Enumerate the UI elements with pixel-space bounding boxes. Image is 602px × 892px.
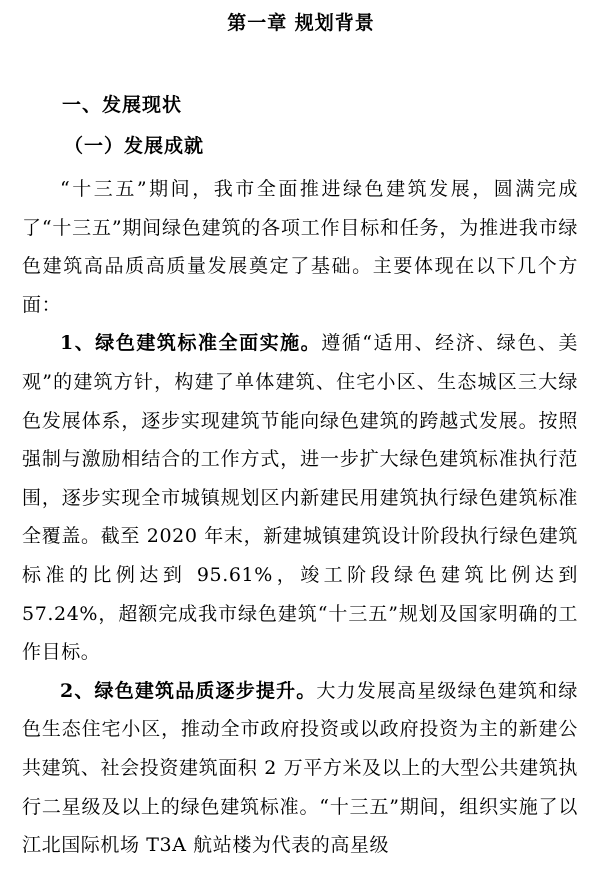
paragraph-text: 大力发展高星级绿色建筑和绿色生态住宅小区，推动全市政府投资或以政府投资为主的新建公共建筑、社会投资建筑面积 2 万平方米及以上的大型公共建筑执行二星级及以上的绿色建筑标准。“十三五”期间，组织实施了以江北国际机场 T3A 航站楼为代表的高星级 (22, 679, 578, 857)
chapter-title: 第一章 规划背景 (227, 12, 375, 34)
section-heading: 一、发展现状 (62, 94, 183, 116)
paragraph-text: 遵循“适用、经济、绿色、美观”的建筑方针，构建了单体建筑、住宅小区、生态城区三大绿色发展体系，逐步实现建筑节能向绿色建筑的跨越式发展。按照强制与激励相结合的工作方式，进一步扩大绿色建筑标准执行范围，逐步实现全市城镇规划区内新建民用建筑执行绿色建筑标准全覆盖。截至 2020 年末，新建城镇建筑设计阶段执行绿色建筑标准的比例达到 95.61%，竣工阶段绿色建筑比例达到 57.24%，超额完成我市绿色建筑“十三五”规划及国家明确的工作目标。 (22, 332, 578, 664)
paragraph-lead: 1、绿色建筑标准全面实施。 (60, 332, 322, 355)
document-body (22, 170, 578, 865)
paragraph-text: “十三五”期间，我市全面推进绿色建筑发展，圆满完成了“十三五”期间绿色建筑的各项工作目标和任务，为推进我市绿色建筑高品质高质量发展奠定了基础。主要体现在以下几个方面： (22, 178, 578, 316)
achievement-paragraph-2 (22, 672, 578, 865)
paragraph-lead: 2、绿色建筑品质逐步提升。 (60, 679, 317, 702)
achievement-paragraph-1 (22, 324, 578, 671)
intro-paragraph (22, 170, 578, 324)
subsection-heading: （一）发展成就 (64, 135, 205, 157)
